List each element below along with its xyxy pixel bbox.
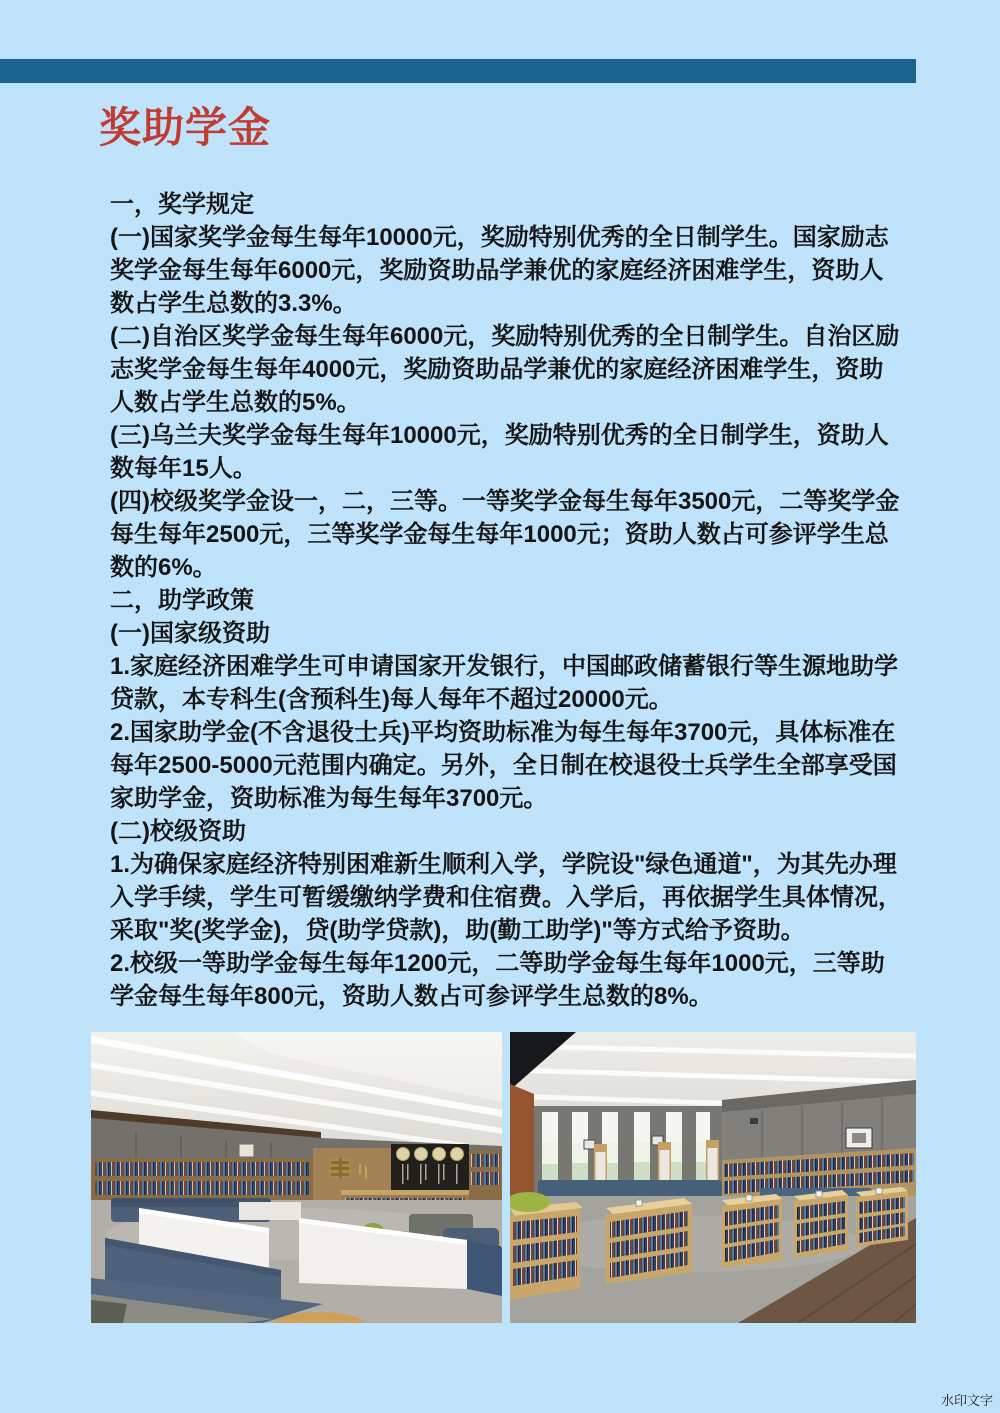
library-bookshelves-photo [510, 1032, 916, 1323]
paragraph-region-scholarship: (二)自治区奖学金每生每年6000元，奖励特别优秀的全日制学生。自治区励志奖学金每生每年4000元，奖励资助品学兼优的家庭经济困难学生，资助人数占学生总数的5%。 [110, 323, 900, 416]
paragraph-student-loan: 1.家庭经济困难学生可申请国家开发银行，中国邮政储蓄银行等生源地助学贷款，本专科生(含预科生)每人每年不超过20000元。 [110, 653, 899, 713]
paragraph-national-aid-heading: (一)国家级资助 [110, 620, 270, 647]
library-lounge-photo [91, 1032, 502, 1323]
paragraph-green-channel: 1.为确保家庭经济特别困难新生顺利入学，学院设"绿色通道"，为其先办理入学手续，学生可暂缓缴纳学费和住宿费。入学后，再依据学生具体情况，采取"奖(奖学金)，贷(助学贷款)，助(勤工助学)"等方式给予资助。 [110, 851, 902, 944]
paragraph-school-grant: 2.校级一等助学金每生每年1200元，二等助学金每生每年1000元，三等助学金每生每年800元，资助人数占可参评学生总数的8%。 [110, 950, 885, 1010]
photo-row [91, 1032, 916, 1323]
paragraph-wulanfu-scholarship: (三)乌兰夫奖学金每生每年10000元，奖励特别优秀的全日制学生，资助人数每年15人。 [110, 422, 889, 482]
page-title: 奖助学金 [99, 104, 272, 151]
paragraph-national-grant: 2.国家助学金(不含退役士兵)平均资助标准为每生每年3700元，具体标准在每年2500-5000元范围内确定。另外，全日制在校退役士兵学生全部享受国家助学金，资助标准为每生每年3700元。 [110, 719, 897, 812]
paragraph-section2-heading: 二，助学政策 [110, 587, 254, 614]
paragraph-school-scholarship: (四)校级奖学金设一，二，三等。一等奖学金每生每年3500元，二等奖学金每生每年2500元，三等奖学金每生每年1000元；资助人数占可参评学生总数的6%。 [110, 488, 900, 581]
paragraph-national-scholarship: (一)国家奖学金每生每年10000元，奖励特别优秀的全日制学生。国家励志奖学金每生每年6000元，奖励资助品学兼优的家庭经济困难学生，资助人数占学生总数的3.3%。 [110, 224, 889, 317]
top-accent-bar [0, 59, 916, 83]
watermark-text: 水印文字 [940, 1393, 993, 1408]
paragraph-section1-heading: 一，奖学规定 [110, 191, 254, 218]
paragraph-school-aid-heading: (二)校级资助 [110, 818, 246, 845]
scholarship-text-block [110, 188, 906, 1013]
